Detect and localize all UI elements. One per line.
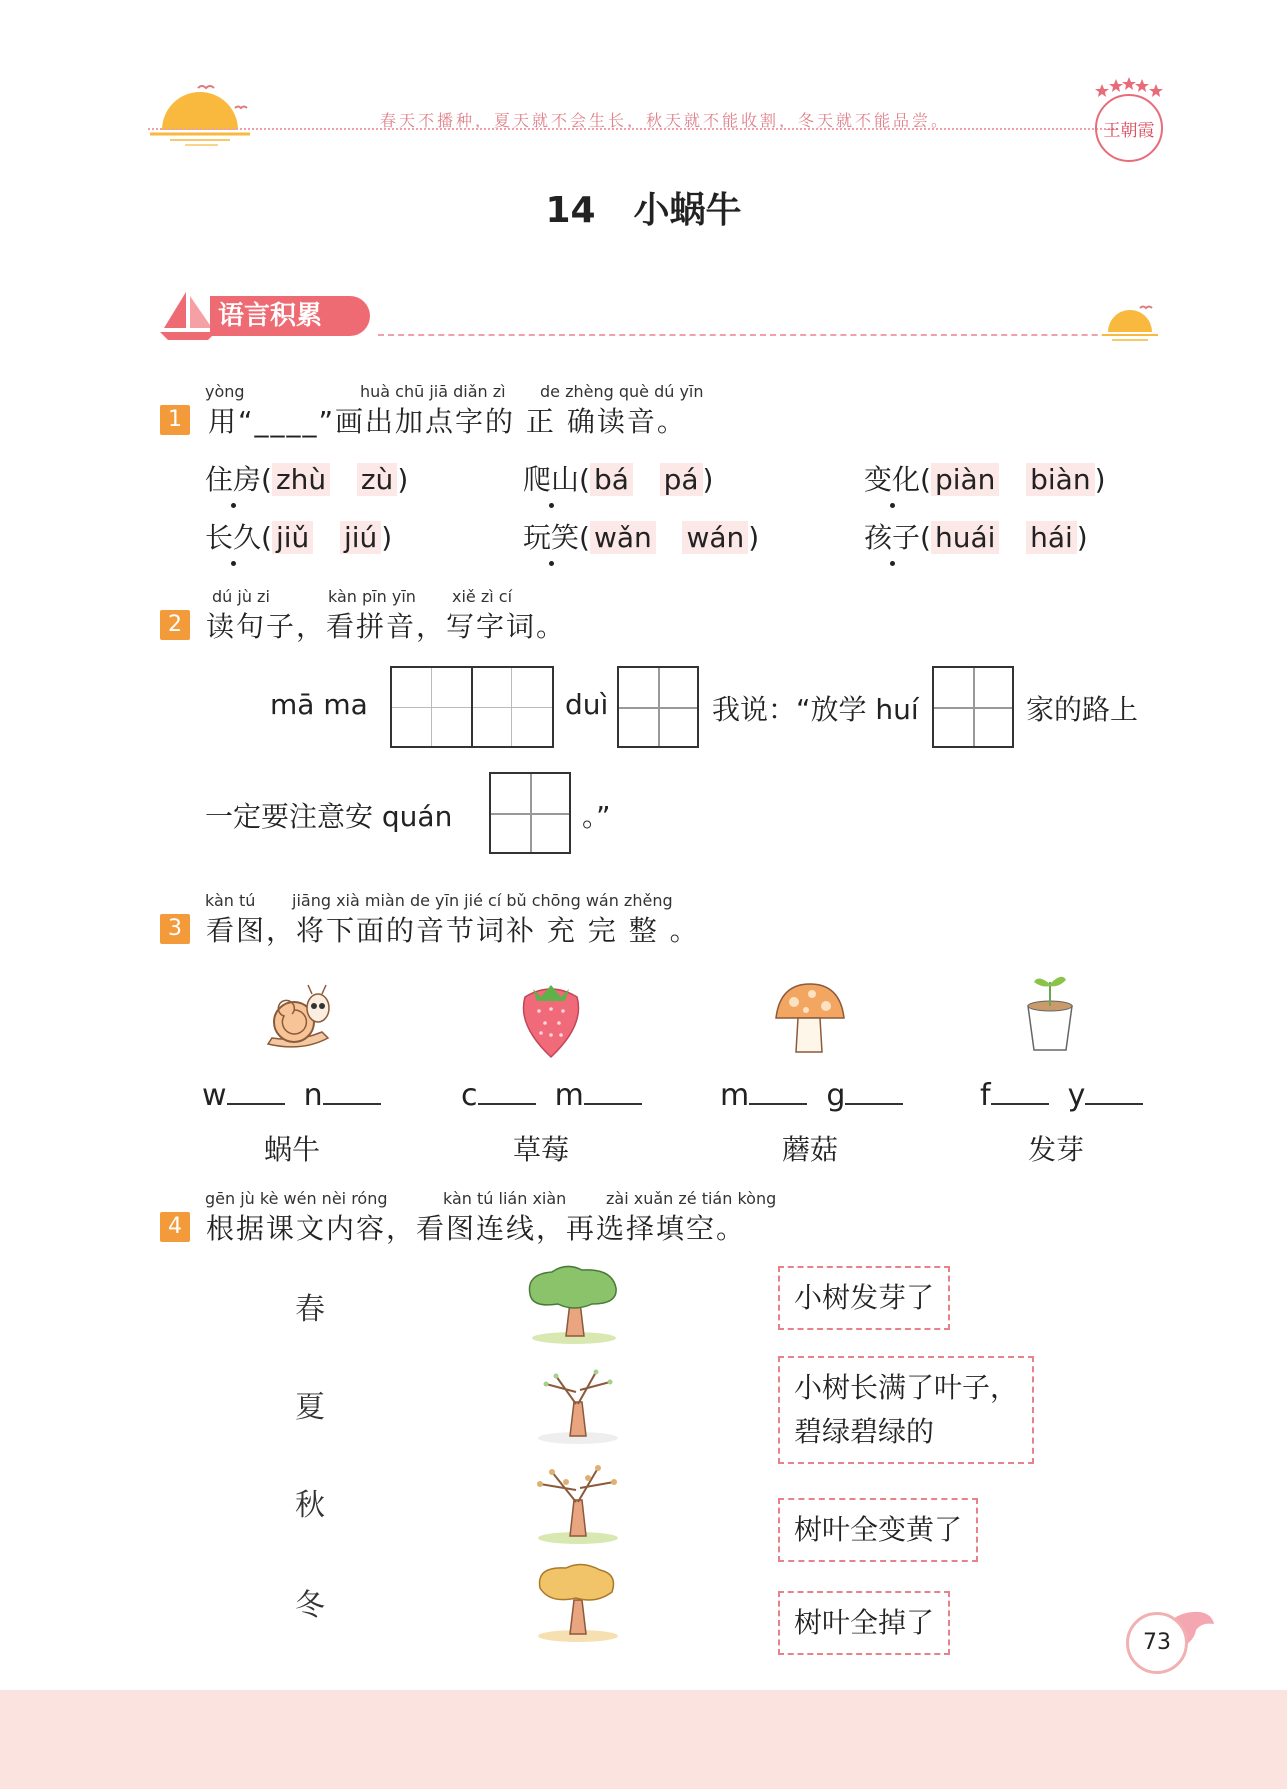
q2-text-jia-de-lu-shang: 家的路上 [1026,693,1139,726]
q2-text-wo-shuo: 我说：“放学 huí [712,693,919,726]
blank-line[interactable] [227,1099,285,1105]
q1-item-5: 玩笑( wǎn wán ) [523,516,759,556]
q1-item-4: 长久( jiǔ jiú ) [205,516,392,556]
mushroom-image [772,978,848,1058]
q1-item-6-option-b[interactable]: hái [1026,521,1077,554]
small-sunset-icon [1100,300,1160,344]
seal-text: 王朝霞 [1103,121,1155,141]
blank-line[interactable] [1085,1099,1143,1105]
q1-item-6-option-a[interactable]: huái [931,521,999,554]
footer-band [0,1690,1287,1789]
q3-word-sprout: 发芽 [1028,1133,1085,1166]
q2-number-badge: 2 [160,610,190,640]
q2-pinyin-3: xiě zì cí [452,587,513,606]
section-label: 语言积累 [210,296,370,336]
full-leaf-tree-image[interactable] [522,1262,622,1346]
q4-card-1[interactable] [778,1266,950,1330]
q1-item-4-option-a[interactable]: jiǔ [272,521,313,554]
blank-line[interactable] [323,1099,381,1105]
q1-item-4-word: 长久 [205,516,261,556]
q3-word-mushroom: 蘑菇 [782,1133,839,1166]
q3-sprout-letter-2: y [1067,1078,1086,1113]
q1-item-5-word: 玩笑 [523,516,579,556]
q2-writing-box-quan[interactable] [489,772,571,854]
q4-card-4[interactable] [778,1591,950,1655]
q4-card-4-text: 树叶全掉了 [794,1606,935,1639]
q3-fill-strawberry[interactable] [461,1078,642,1113]
budding-tree-image[interactable] [526,1460,622,1546]
q1-item-2-option-b[interactable]: pá [660,463,703,496]
blank-line[interactable] [991,1099,1049,1105]
sailboat-icon [158,288,218,342]
lesson-name: 小蜗牛 [633,190,742,231]
q3-number-badge: 3 [160,914,190,944]
season-autumn[interactable]: 秋 [295,1488,325,1523]
season-spring[interactable]: 春 [295,1292,325,1327]
q2-instruction: 读句子，看拼音，写字词。 [206,610,567,643]
q2-writing-box-hui[interactable] [932,666,1014,748]
q1-item-6: 孩子( huái hái ) [864,516,1088,556]
snail-image [262,982,338,1058]
q3-instruction: 看图，将下面的音节词补 充 完 整 。 [206,914,700,947]
q1-item-2: 爬山( bá pá ) [523,458,713,498]
q2-pinyin-1: dú jù zi [212,587,270,606]
sprout-image [1018,968,1082,1054]
q4-card-2-text-1: 小树长满了叶子， [794,1371,1019,1404]
q3-fill-mushroom[interactable] [720,1078,903,1113]
yellow-leaf-tree-image[interactable] [526,1558,622,1644]
q3-sprout-letter-1: f [980,1078,991,1113]
strawberry-image [515,975,587,1061]
section-divider [378,334,1158,336]
q3-strawberry-letter-1: c [461,1078,478,1113]
q4-pinyin-2: kàn tú lián xiàn [443,1189,567,1208]
q1-item-1-option-a[interactable]: zhù [272,463,330,496]
q1-item-5-option-a[interactable]: wǎn [590,521,656,554]
q3-mushroom-letter-2: g [826,1078,846,1113]
page-number: 73 [1126,1612,1188,1674]
header-motto: 春天不播种，夏天就不会生长，秋天就不能收割，冬天就不能品尝。 [380,111,951,130]
q4-number-badge: 4 [160,1212,190,1242]
author-seal-icon [1088,76,1170,166]
bare-tree-sprouting-image[interactable] [526,1362,622,1446]
q2-closing-quote: 。” [582,800,611,833]
q3-pinyin-1: kàn tú [205,891,256,910]
q4-card-1-text: 小树发芽了 [794,1281,935,1314]
q1-item-1-word: 住房 [205,458,261,498]
q1-pinyin-3: de zhèng què dú yīn [540,382,704,401]
q4-pinyin-3: zài xuǎn zé tián kòng [606,1189,777,1208]
q1-item-6-word: 孩子 [864,516,920,556]
blank-line[interactable] [845,1099,903,1105]
q1-number-badge: 1 [160,405,190,435]
q2-pinyin-dui: duì [565,688,609,721]
q1-item-3-word: 变化 [864,458,920,498]
q2-pinyin-2: kàn pīn yīn [328,587,416,606]
header-divider [148,128,1118,130]
q1-item-2-option-a[interactable]: bá [590,463,633,496]
q3-strawberry-letter-2: m [554,1078,584,1113]
q4-card-2[interactable] [778,1356,1034,1464]
blank-line[interactable] [478,1099,536,1105]
q1-item-1-option-b[interactable]: zù [357,463,397,496]
q4-instruction: 根据课文内容，看图连线，再选择填空。 [206,1212,747,1245]
q1-item-2-word: 爬山 [523,458,579,498]
lesson-number: 14 [545,190,596,231]
q3-word-strawberry: 草莓 [513,1133,570,1166]
lesson-title [0,182,1287,233]
blank-line[interactable] [749,1099,807,1105]
season-winter[interactable]: 冬 [295,1588,325,1623]
sunset-logo [140,78,260,150]
q4-pinyin-1: gēn jù kè wén nèi róng [205,1189,388,1208]
q1-pinyin-2: huà chū jiā diǎn zì [360,382,506,401]
q3-snail-letter-1: w [202,1078,227,1113]
q1-item-5-option-b[interactable]: wán [682,521,748,554]
q1-item-4-option-b[interactable]: jiú [340,521,381,554]
q2-writing-box-dui[interactable] [617,666,699,748]
q1-item-3-option-b[interactable]: biàn [1026,463,1094,496]
q4-card-3-text: 树叶全变黄了 [794,1513,963,1546]
q1-item-3-option-a[interactable]: piàn [931,463,999,496]
q4-card-2-text-2: 碧绿碧绿的 [794,1415,935,1448]
q3-word-snail: 蜗牛 [264,1133,321,1166]
blank-line[interactable] [584,1099,642,1105]
q3-fill-snail[interactable] [202,1078,381,1113]
season-summer[interactable]: 夏 [295,1390,325,1425]
q1-item-1: 住房( zhù zù ) [205,458,408,498]
q1-instruction: 用“____”画出加点字的 正 确读音。 [208,405,687,438]
q2-writing-box-mama[interactable] [390,666,554,748]
q2-pinyin-mama: mā ma [270,688,368,721]
q2-text-anquan: 一定要注意安 quán [205,800,453,833]
q1-item-3: 变化( piàn biàn ) [864,458,1106,498]
q1-pinyin-1: yòng [205,382,245,401]
q3-fill-sprout[interactable] [980,1078,1143,1113]
q3-mushroom-letter-1: m [720,1078,750,1113]
q3-snail-letter-2: n [303,1078,323,1113]
q4-card-3[interactable] [778,1498,978,1562]
q3-pinyin-2: jiāng xià miàn de yīn jié cí bǔ chōng wán zhěng [292,891,673,910]
